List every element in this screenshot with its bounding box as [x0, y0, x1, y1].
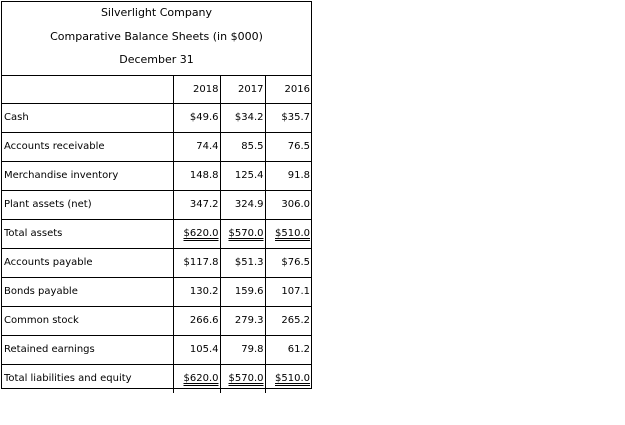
row-label: Cash	[2, 104, 173, 133]
row-value: $51.3	[220, 249, 265, 278]
row-value: $34.2	[220, 104, 265, 133]
row-value: 74.4	[173, 133, 220, 162]
row-value: 85.5	[220, 133, 265, 162]
row-value: 76.5	[265, 133, 311, 162]
total-value: $620.0	[183, 228, 219, 239]
row-value	[265, 220, 311, 249]
table-row	[2, 191, 311, 220]
row-label: Accounts payable	[2, 249, 173, 278]
total-value: $510.0	[275, 373, 310, 384]
row-value: 266.6	[173, 307, 220, 336]
table-row	[2, 278, 311, 307]
total-value: $570.0	[228, 228, 264, 239]
row-value: $35.7	[265, 104, 311, 133]
table-row	[2, 307, 311, 336]
row-value: $117.8	[173, 249, 220, 278]
row-value: 324.9	[220, 191, 265, 220]
row-value: 130.2	[173, 278, 220, 307]
row-label: Total assets	[2, 220, 173, 249]
table-row	[2, 162, 311, 191]
row-value: 105.4	[173, 336, 220, 365]
label-column-header	[2, 76, 173, 104]
row-value	[173, 220, 220, 249]
table-row	[2, 336, 311, 365]
total-value: $510.0	[275, 228, 310, 239]
balance-sheet	[1, 1, 312, 389]
year-header: 2017	[220, 76, 265, 104]
year-header: 2016	[265, 76, 311, 104]
total-value: $620.0	[183, 373, 219, 384]
table-row	[2, 104, 311, 133]
statement-title: Comparative Balance Sheets (in $000)	[50, 30, 263, 43]
row-value	[265, 365, 311, 394]
balance-sheet-table	[2, 76, 311, 393]
row-label: Merchandise inventory	[2, 162, 173, 191]
balance-sheet-header	[2, 2, 311, 76]
table-row	[2, 249, 311, 278]
row-value: 265.2	[265, 307, 311, 336]
row-value: 125.4	[220, 162, 265, 191]
row-label: Plant assets (net)	[2, 191, 173, 220]
table-row	[2, 133, 311, 162]
year-header-row	[2, 76, 311, 104]
row-value	[173, 365, 220, 394]
row-label: Bonds payable	[2, 278, 173, 307]
row-label: Retained earnings	[2, 336, 173, 365]
row-value: 148.8	[173, 162, 220, 191]
row-value	[220, 220, 265, 249]
year-header: 2018	[173, 76, 220, 104]
total-row	[2, 365, 311, 394]
row-label: Common stock	[2, 307, 173, 336]
row-value: 159.6	[220, 278, 265, 307]
row-value: 79.8	[220, 336, 265, 365]
row-value: 306.0	[265, 191, 311, 220]
statement-date: December 31	[119, 53, 194, 66]
row-value: 107.1	[265, 278, 311, 307]
company-name: Silverlight Company	[100, 6, 213, 19]
row-value: $49.6	[173, 104, 220, 133]
row-value: 91.8	[265, 162, 311, 191]
total-value: $570.0	[228, 373, 264, 384]
row-value: 279.3	[220, 307, 265, 336]
row-value: 347.2	[173, 191, 220, 220]
row-label: Accounts receivable	[2, 133, 173, 162]
row-value: 61.2	[265, 336, 311, 365]
row-value: $76.5	[265, 249, 311, 278]
total-row	[2, 220, 311, 249]
row-label: Total liabilities and equity	[2, 365, 173, 394]
row-value	[220, 365, 265, 394]
